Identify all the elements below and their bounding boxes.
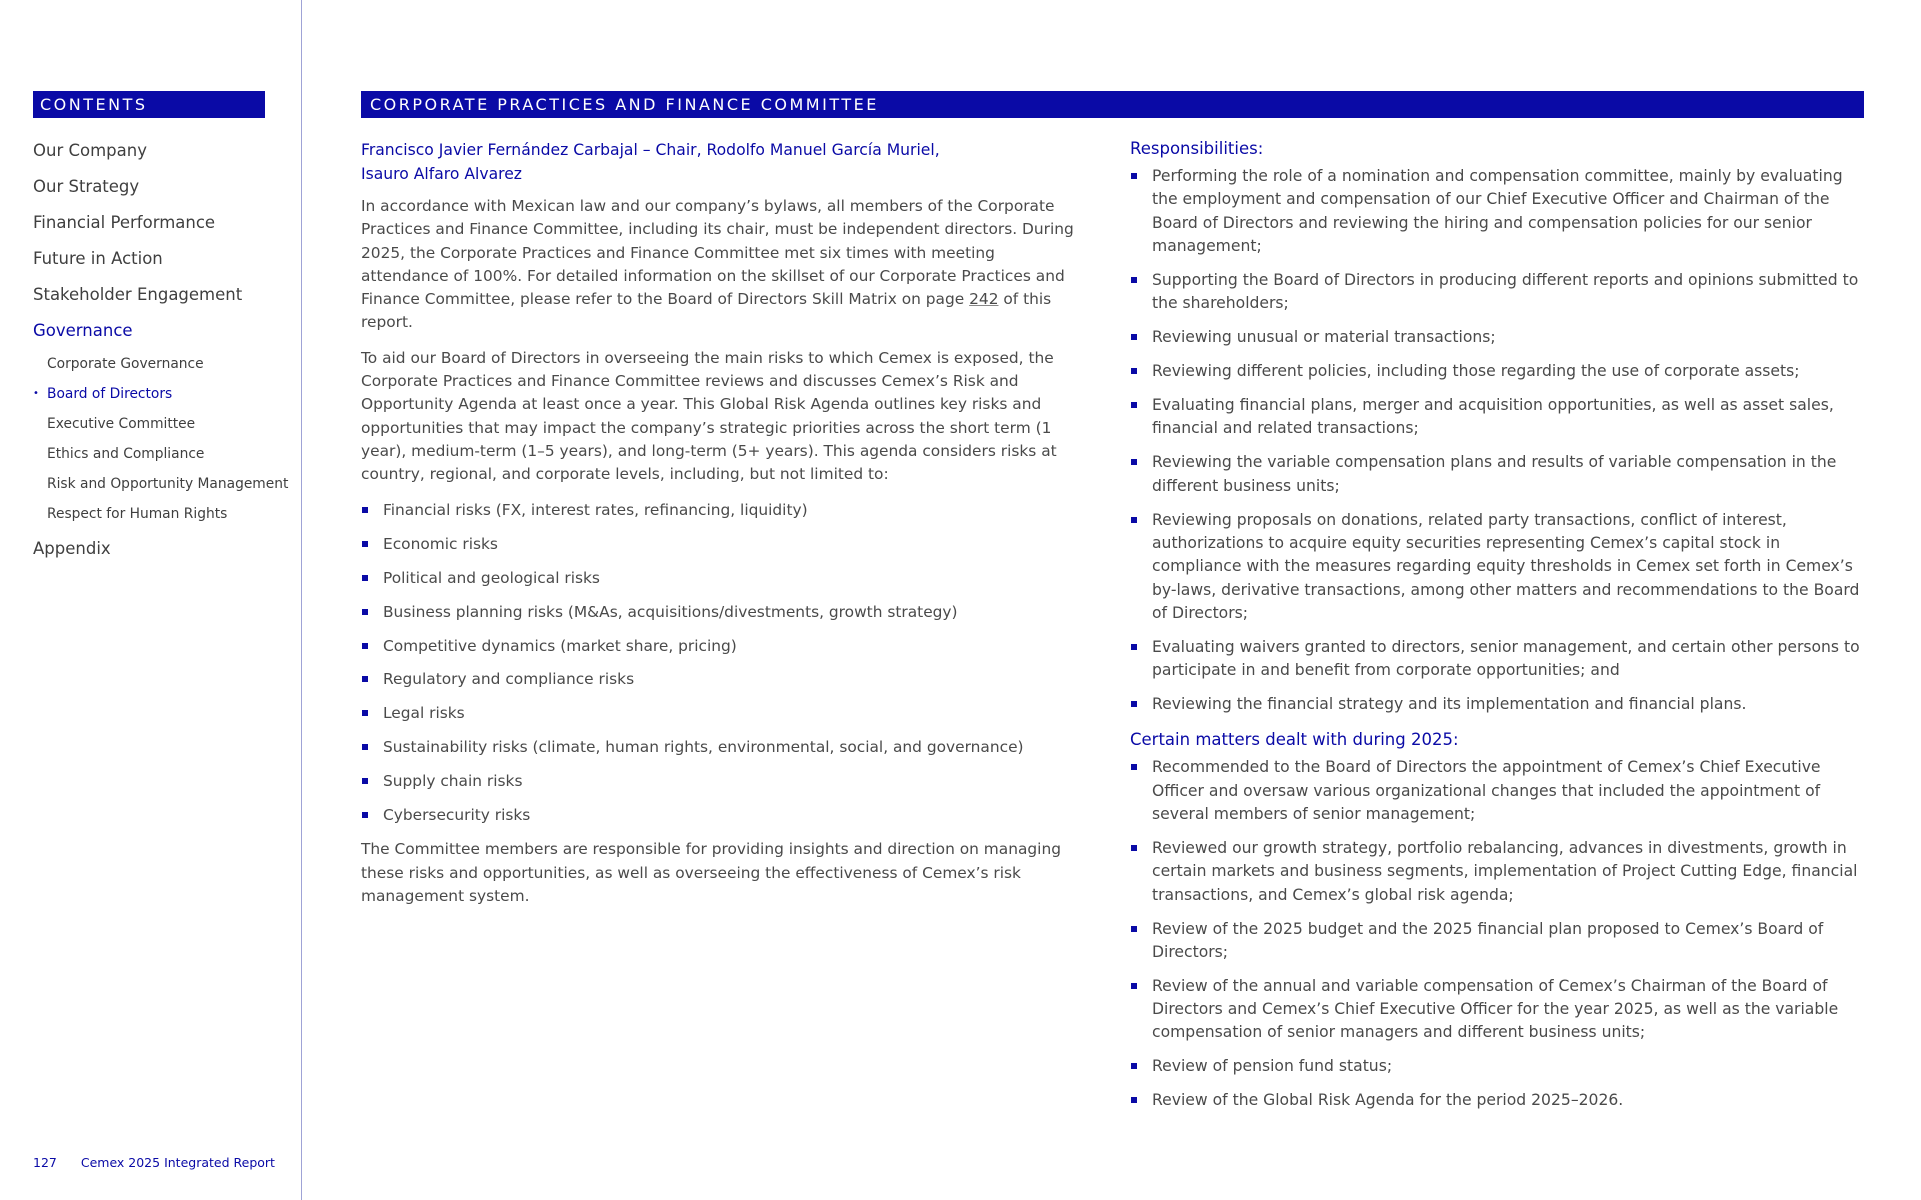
list-item: Reviewing different policies, including those regarding the use of corporate assets; xyxy=(1130,360,1870,383)
matters-heading: Certain matters dealt with during 2025: xyxy=(1130,730,1459,750)
list-item: Regulatory and compliance risks xyxy=(361,668,1086,691)
paragraph-independence xyxy=(361,195,1086,335)
nav-item-our-company[interactable]: Our Company xyxy=(33,141,147,160)
list-item: Legal risks xyxy=(361,702,1086,725)
page-number: 127 xyxy=(33,1155,57,1170)
list-item: Political and geological risks xyxy=(361,567,1086,590)
list-item: Sustainability risks (climate, human rights, environmental, social, and governance) xyxy=(361,736,1086,759)
paragraph-risk-agenda: To aid our Board of Directors in overseeing the main risks to which Cemex is exposed, the Corporate Practices and Finance Committee reviews and discusses Cemex’s Risk and Opportunity Agenda at least once a year. This Global Risk Agenda outlines key risks and opportunities that may impact the company’s strategic priorities across the short term (1 year), medium-term (1–5 years), and long-term (5+ years). This agenda considers risks at country, regional, and corporate levels, including, but not limited to: xyxy=(361,348,1057,484)
list-item: Review of the 2025 budget and the 2025 financial plan proposed to Cemex’s Board of Directors; xyxy=(1130,918,1870,965)
list-item: Review of the Global Risk Agenda for the period 2025–2026. xyxy=(1130,1089,1870,1112)
responsibilities-list xyxy=(1130,165,1870,716)
list-item: Reviewing unusual or material transactions; xyxy=(1130,326,1870,349)
nav-sub-risk-and-opportunity-management[interactable]: Risk and Opportunity Management xyxy=(47,476,289,492)
table-of-contents xyxy=(33,137,295,571)
report-title: Cemex 2025 Integrated Report xyxy=(80,1155,275,1170)
left-column xyxy=(361,138,1086,920)
list-item: Evaluating waivers granted to directors, senior management, and certain other persons to participate in and benefit from corporate opportunities; and xyxy=(1130,636,1870,683)
list-item: Business planning risks (M&As, acquisitions/divestments, growth strategy) xyxy=(361,601,1086,624)
nav-sub-respect-for-human-rights[interactable]: Respect for Human Rights xyxy=(47,506,228,522)
nav-item-stakeholder-engagement[interactable]: Stakeholder Engagement xyxy=(33,285,243,304)
list-item: Reviewing the financial strategy and its implementation and financial plans. xyxy=(1130,693,1870,716)
paragraph-committee-role: The Committee members are responsible for providing insights and direction on managing these risks and opportunities, as well as overseeing the effectiveness of Cemex’s risk management system. xyxy=(361,840,1061,905)
nav-sub-label: Board of Directors xyxy=(47,386,173,402)
nav-sub-corporate-governance[interactable]: Corporate Governance xyxy=(47,356,204,372)
list-item: Financial risks (FX, interest rates, refinancing, liquidity) xyxy=(361,499,1086,522)
contents-header: CONTENTS xyxy=(33,91,265,118)
nav-item-future-in-action[interactable]: Future in Action xyxy=(33,249,163,268)
nav-item-appendix[interactable]: Appendix xyxy=(33,539,111,558)
committee-members xyxy=(361,138,1086,186)
list-item: Evaluating financial plans, merger and acquisition opportunities, as well as asset sales, financial and related transactions; xyxy=(1130,394,1870,441)
matters-list xyxy=(1130,756,1870,1112)
nav-sub-executive-committee[interactable]: Executive Committee xyxy=(47,416,196,432)
list-item: Economic risks xyxy=(361,533,1086,556)
list-item: Reviewed our growth strategy, portfolio rebalancing, advances in divestments, growth in certain markets and business segments, implementation of Project Cutting Edge, financial transactions, and Cemex’s global risk agenda; xyxy=(1130,837,1870,907)
nav-item-financial-performance[interactable]: Financial Performance xyxy=(33,213,216,232)
sidebar xyxy=(0,0,302,1200)
page-footer xyxy=(33,1155,275,1170)
list-item: Supply chain risks xyxy=(361,770,1086,793)
list-item: Performing the role of a nomination and compensation committee, mainly by evaluating the employment and compensation of our Chief Executive Officer and Chairman of the Board of Directors and reviewing the hiring and compensation policies for our senior management; xyxy=(1130,165,1870,258)
nav-item-governance[interactable]: Governance xyxy=(33,321,133,340)
list-item: Recommended to the Board of Directors the appointment of Cemex’s Chief Executive Officer and oversaw various organizational changes that included the appointment of several members of senior management; xyxy=(1130,756,1870,826)
list-item: Review of pension fund status; xyxy=(1130,1055,1870,1078)
section-title: CORPORATE PRACTICES AND FINANCE COMMITTEE xyxy=(361,91,1864,118)
members-line-2: Isauro Alfaro Alvarez xyxy=(361,165,522,183)
list-item: Reviewing proposals on donations, related party transactions, conflict of interest, authorizations to acquire equity securities representing Cemex’s capital stock in compliance with the measures regarding equity thresholds in Cemex set forth in Cemex’s by-laws, derivative transactions, among other matters and recommendations to the Board of Directors; xyxy=(1130,509,1870,625)
members-line-1: Francisco Javier Fernández Carbajal – Chair, Rodolfo Manuel García Muriel, xyxy=(361,141,940,159)
paragraph-text: In accordance with Mexican law and our company’s bylaws, all members of the Corporate Practices and Finance Committee, including its chair, must be independent directors. During 2025, the Corporate Practices and Finance Committee met six times with meeting attendance of 100%. For detailed information on the skillset of our Corporate Practices and Finance Committee, please refer to the Board of Directors Skill Matrix on page xyxy=(361,197,1074,309)
list-item: Reviewing the variable compensation plans and results of variable compensation in the different business units; xyxy=(1130,451,1870,498)
page-link-242[interactable]: 242 xyxy=(969,290,999,309)
nav-sub-board-of-directors[interactable] xyxy=(33,383,295,413)
list-item: Competitive dynamics (market share, pricing) xyxy=(361,635,1086,658)
active-bullet-icon: • xyxy=(33,388,39,399)
nav-sub-ethics-and-compliance[interactable]: Ethics and Compliance xyxy=(47,446,205,462)
risk-list xyxy=(361,499,1086,828)
list-item: Cybersecurity risks xyxy=(361,804,1086,827)
responsibilities-heading: Responsibilities: xyxy=(1130,139,1264,158)
right-column xyxy=(1130,137,1870,1123)
list-item: Review of the annual and variable compensation of Cemex’s Chairman of the Board of Directors and Cemex’s Chief Executive Officer for the year 2025, as well as the variable compensation of senior managers and different business units; xyxy=(1130,975,1870,1045)
paragraph-text: of this report. xyxy=(361,290,1052,332)
list-item: Supporting the Board of Directors in producing different reports and opinions submitted to the shareholders; xyxy=(1130,269,1870,316)
nav-item-our-strategy[interactable]: Our Strategy xyxy=(33,177,140,196)
